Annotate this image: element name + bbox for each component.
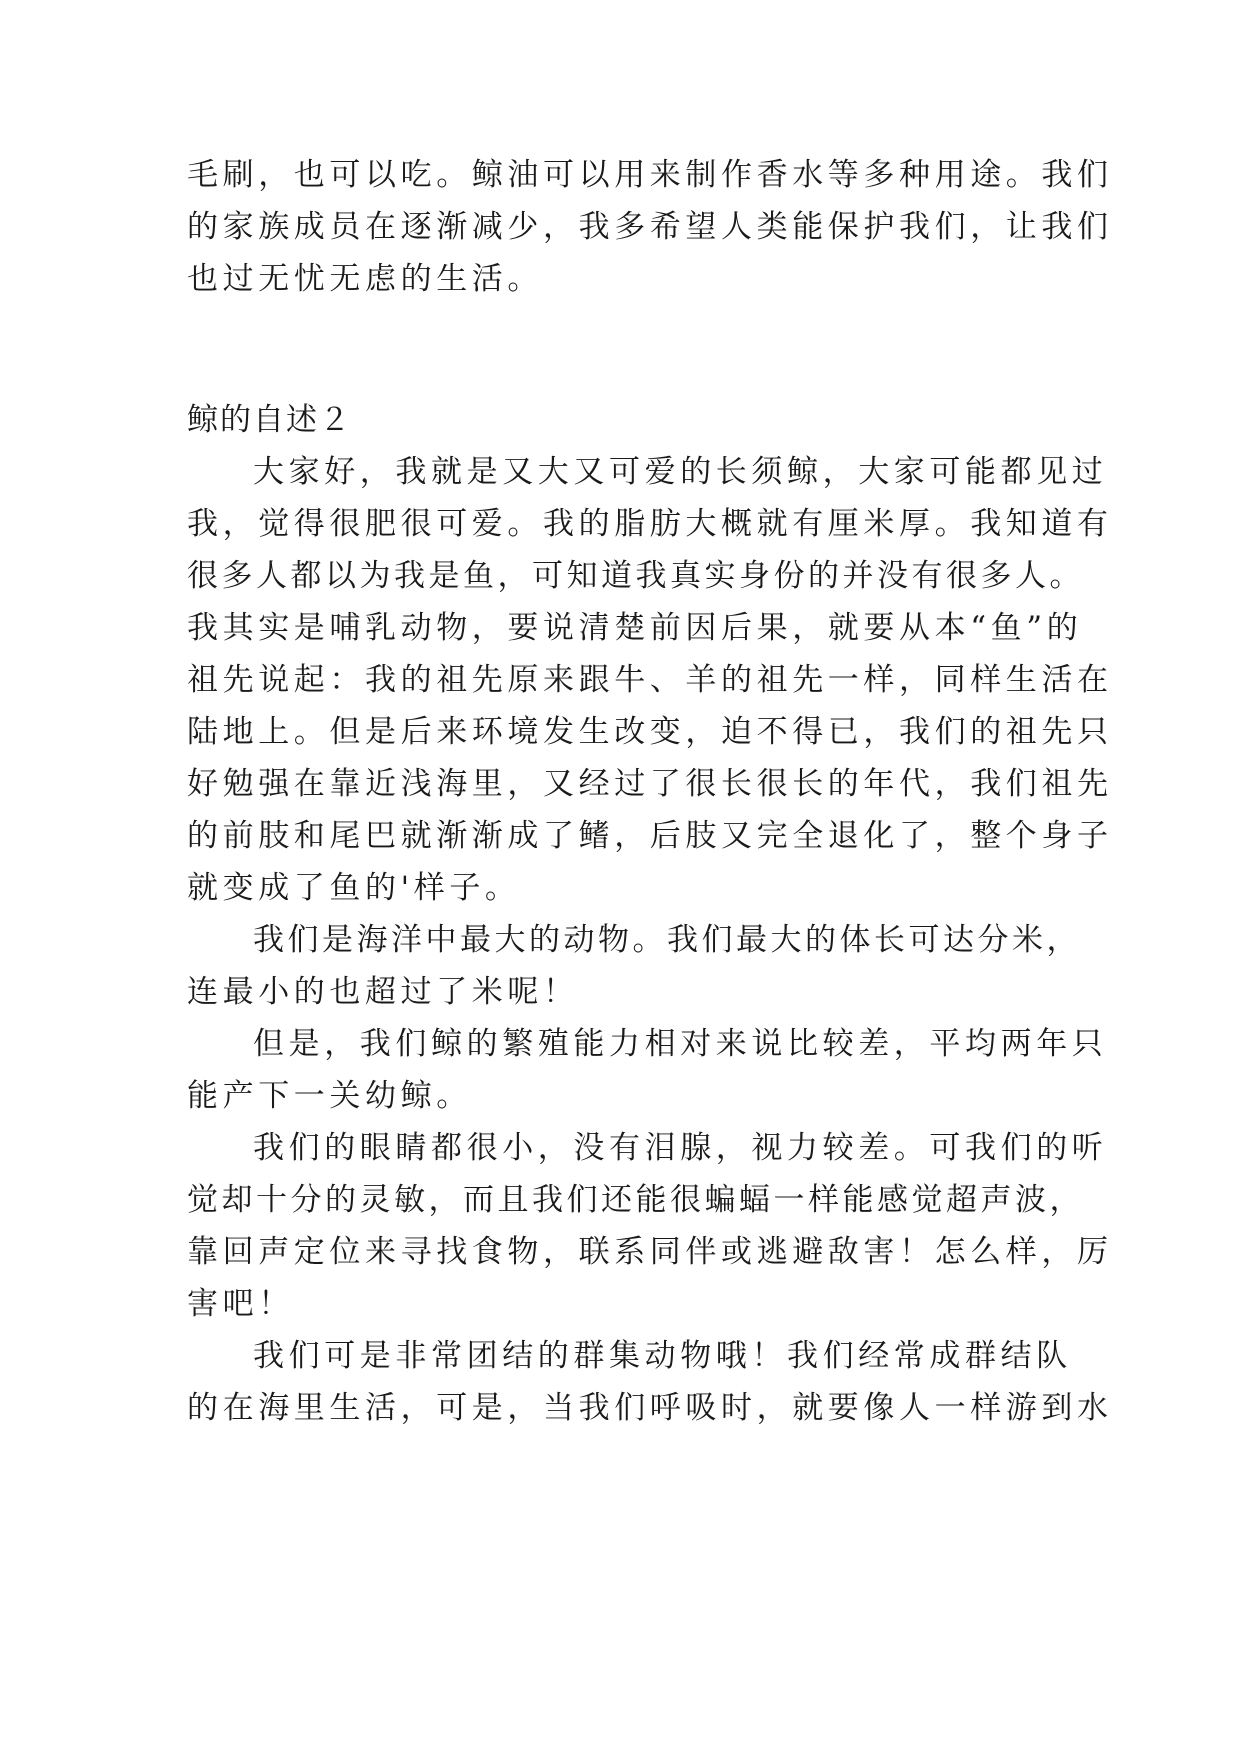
text-line: 我其实是哺乳动物，要说清楚前因后果，就要从本“鱼”的 [187,610,1083,646]
text-line: 觉却十分的灵敏，而且我们还能很蝙蝠一样能感觉超声波， [187,1182,1084,1218]
paragraph-first-line: 但是，我们鲸的繁殖能力相对来说比较差，平均两年只 [253,1026,1108,1062]
text-line: 祖先说起：我的祖先原来跟牛、羊的祖先一样，同样生活在 [187,662,1113,698]
text-line: 的在海里生活，可是，当我们呼吸时，就要像人一样游到水 [187,1390,1113,1426]
text-line: 毛刷，也可以吃。鲸油可以用来制作香水等多种用途。我们 [187,157,1113,193]
paragraph-first-line: 我们的眼睛都很小，没有泪腺，视力较差。可我们的听 [253,1130,1108,1166]
text-line: 陆地上。但是后来环境发生改变，迫不得已，我们的祖先只 [187,714,1113,750]
paragraph-first-line: 大家好，我就是又大又可爱的长须鲸，大家可能都见过 [253,454,1108,490]
paragraph-first-line: 我们可是非常团结的群集动物哦！我们经常成群结队 [253,1338,1072,1374]
text-line: 连最小的也超过了米呢！ [187,974,579,1010]
text-line: 就变成了鱼的'样子。 [187,870,521,906]
text-line: 我，觉得很肥很可爱。我的脂肪大概就有厘米厚。我知道有 [187,506,1113,542]
text-line: 靠回声定位来寻找食物，联系同伴或逃避敌害！怎么样，厉 [187,1234,1113,1270]
text-line: 害吧！ [187,1286,294,1322]
section-heading: 鲸的自述２ [187,402,352,438]
text-line: 能产下一关幼鲸。 [187,1078,472,1114]
text-line: 的家族成员在逐渐减少，我多希望人类能保护我们，让我们 [187,209,1113,245]
text-line: 的前肢和尾巴就渐渐成了鳍，后肢又完全退化了，整个身子 [187,818,1113,854]
paragraph-first-line: 我们是海洋中最大的动物。我们最大的体长可达分米， [253,922,1081,958]
text-line: 也过无忧无虑的生活。 [187,261,543,297]
text-line: 很多人都以为我是鱼，可知道我真实身份的并没有很多人。 [187,558,1084,594]
text-line: 好勉强在靠近浅海里，又经过了很长很长的年代，我们祖先 [187,766,1113,802]
